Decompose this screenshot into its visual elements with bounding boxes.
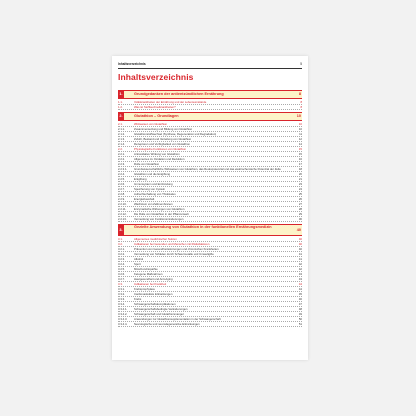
entry-page: 17 (298, 162, 302, 166)
entry-title: Hautgesundheit und Anti-Aging (134, 277, 173, 281)
entry-page: 41 (298, 252, 302, 256)
chapter-number: 2. (119, 114, 123, 118)
entry-page: 24 (298, 187, 302, 191)
entry-page: 47 (298, 302, 302, 306)
entry-page: 46 (298, 297, 302, 301)
chapter-number: 3. (118, 225, 124, 235)
document-page (112, 56, 308, 360)
entry-title: Allgemeines medizinischer Nutzen (134, 237, 177, 241)
entry-title: Vermeidung von Funktionsminderungen (134, 217, 184, 221)
page-number: 5 (300, 62, 302, 66)
entry-title: Grundwissenschaftliche Wirkweisen von Glutathion, das Redoxpotenzial und das elektrochemische Potenzial der Zelle (134, 167, 281, 171)
toc-entry[interactable] (118, 105, 302, 110)
entry-number: 3.2.7. (118, 277, 125, 281)
entry-page: 14 (298, 142, 302, 146)
toc-entry[interactable] (118, 217, 302, 222)
entry-page: 30 (298, 217, 302, 221)
entry-title: Glutathionstoffwechsel (Synthese, Regeneration und Degradation) (134, 132, 217, 136)
entry-page: 8 (300, 105, 302, 109)
entry-number: 2.2.9. (118, 197, 125, 201)
chapter-page: 8 (298, 92, 301, 96)
entry-page: 48 (298, 307, 302, 311)
entry-page: 40 (298, 247, 302, 251)
entry-title: Wachstum von Zellmembranen (134, 202, 173, 206)
entry-page: 43 (298, 272, 302, 276)
running-header (118, 62, 302, 69)
entry-page: 49 (298, 312, 302, 316)
toc-chapter[interactable] (118, 90, 302, 99)
toc-chapter[interactable] (118, 112, 302, 121)
chapter-page: 10 (296, 114, 301, 118)
entry-number: 2.1.2. (118, 132, 125, 136)
entry-number: 2.2.3.1. (118, 167, 128, 171)
entry-title: Aufrechterhaltung von Thiolstatus (134, 192, 176, 196)
toc-title: Inhaltsverzeichnis (118, 72, 194, 82)
entry-title: Schwangerschaftskomplikationen (134, 302, 176, 306)
toc-entry[interactable] (118, 322, 302, 327)
entry-page: 15 (298, 152, 302, 156)
entry-page: 41 (298, 257, 302, 261)
entry-title: Immunsystem und Entzündung (134, 182, 173, 186)
entry-title: Physiologische Funktionen von Glutathion (134, 147, 187, 151)
entry-title: Wirkweisen von Glutathion (134, 122, 168, 126)
entry-title: Cardiovaskuläre Erkrankungen (134, 292, 173, 296)
entry-number: 2.2.1. (118, 152, 125, 156)
entry-page: 16 (298, 157, 302, 161)
entry-title: Schwangerschaft und Glutathionmangel (134, 312, 184, 316)
entry-number: 2.2.6. (118, 182, 125, 186)
entry-number: 2.2. (118, 147, 123, 151)
chapter-title: Grundgedanken der antientzündlichen Ernährung (134, 92, 224, 96)
entry-title: Krebs (134, 297, 142, 301)
entry-title: Prävention von Gesundheitsstörungen und chronischen Krankheiten (134, 247, 219, 251)
entry-title: Energiehaushalt (134, 197, 155, 201)
entry-page: 15 (298, 147, 302, 151)
entry-number: 1.1. (118, 100, 123, 104)
entry-number: 3.3.4.1. (118, 307, 128, 311)
entry-number: 2.1.3. (118, 137, 125, 141)
entry-page: 18 (298, 167, 302, 171)
chapter-page: 40 (296, 228, 301, 232)
entry-number: 2.2.4. (118, 172, 125, 176)
entry-title: Mitochondriopathie (134, 267, 158, 271)
entry-title: Anwendungen zur Glutathionsupplementation in der Schwangerschaft (134, 317, 221, 321)
entry-page: 51 (298, 322, 302, 326)
entry-page: 44 (298, 287, 302, 291)
entry-number: 2.2.13. (118, 217, 127, 221)
entry-title: Volkskrankheiten der Ernährung und der Lebensumstände (134, 100, 207, 104)
entry-number: 3.3.4.4. (118, 322, 128, 326)
entry-title: Neurologische und neurodegenerative Erkrankungen (134, 322, 200, 326)
entry-title: Glutathion und die Entgiftung (134, 172, 171, 176)
chapter-title: Glutathion – Grundlagen (134, 114, 179, 118)
entry-number: 3.2. (118, 242, 123, 246)
entry-number: 2.2.8. (118, 192, 125, 196)
entry-number: 2.2.12. (118, 212, 127, 216)
entry-number: 3.3.4. (118, 302, 125, 306)
entry-title: Allgemeines zu Oxidation und Reduktion (134, 157, 185, 161)
entry-title: Alkohol (134, 257, 144, 261)
entry-page: 20 (298, 172, 302, 176)
entry-number: 3.1. (118, 237, 123, 241)
entry-title: Ketogene Maßnahmen (134, 272, 163, 276)
entry-number: 3.3.1. (118, 287, 125, 291)
entry-number: 2.2.10. (118, 202, 127, 206)
entry-number: 2.2.3. (118, 162, 125, 166)
chapter-title: Gezielte Anwendung von Glutathion in der funktionellen Ernährungsmedizin (134, 225, 272, 229)
entry-page: 40 (298, 242, 302, 246)
entry-title: Rezeptoren und Verfügbarkeit von Glutathion (134, 142, 190, 146)
entry-number: 2.1.1. (118, 127, 125, 131)
entry-title: Schwangerschaftsbedingte Veränderungen (134, 307, 188, 311)
entry-title: Sport (134, 262, 141, 266)
entry-number: 3.2.5. (118, 267, 125, 271)
entry-number: 2.1. (118, 122, 123, 126)
entry-page: 40 (298, 237, 302, 241)
running-header-section: Inhaltsverzeichnis (118, 62, 146, 66)
entry-page: 42 (298, 267, 302, 271)
entry-title: Die Rolle von Glutathion in der Pflanzenwelt (134, 212, 189, 216)
entry-title: Rolle von Glutathion (134, 162, 160, 166)
entry-title: Enzymatische Wirkungen von Glutathion (134, 207, 185, 211)
entry-number: 2.2.11. (118, 207, 127, 211)
table-of-contents (118, 88, 302, 327)
entry-number: 3.3. (118, 282, 123, 286)
entry-title: Indikationen bei Krankheit (134, 282, 167, 286)
entry-number: 3.2.2. (118, 252, 125, 256)
entry-page: 26 (298, 197, 302, 201)
entry-number: 1.2. (118, 105, 123, 109)
entry-page: 27 (298, 202, 302, 206)
entry-page: 8 (300, 100, 302, 104)
entry-number: 2.1.4. (118, 142, 125, 146)
entry-title: Speicherung von Cystein (134, 187, 166, 191)
entry-page: 50 (298, 317, 302, 321)
entry-page: 23 (298, 182, 302, 186)
entry-number: 3.3.2. (118, 292, 125, 296)
entry-number: 3.2.3. (118, 257, 125, 261)
entry-number: 3.2.1. (118, 247, 125, 251)
chapter-number: 1. (119, 92, 123, 96)
entry-title: Was ist Stoffwechselkrankheiten? (134, 105, 176, 109)
entry-page: 10 (298, 122, 302, 126)
entry-number: 3.2.6. (118, 272, 125, 276)
entry-number: 2.2.7. (118, 187, 125, 191)
entry-number: 3.2.4. (118, 262, 125, 266)
entry-number: 3.3.4.2. (118, 312, 128, 316)
entry-title: Zufuhr, Bestand und Verteilung von Glutathion (134, 137, 192, 141)
entry-number: 3.3.4.3. (118, 317, 128, 321)
entry-title: Entgiftung (134, 177, 147, 181)
entry-title: Krebsprophylaxe (134, 287, 155, 291)
entry-page: 45 (298, 292, 302, 296)
entry-page: 42 (298, 262, 302, 266)
entry-title: Zusammensetzung und Bildung von Glutathion (134, 127, 193, 131)
entry-page: 11 (299, 132, 302, 136)
entry-title: Antioxidative Wirkung von Glutathion (134, 152, 180, 156)
entry-number: 3.3.3. (118, 297, 125, 301)
entry-page: 21 (298, 177, 302, 181)
entry-number: 2.2.5. (118, 177, 125, 181)
entry-page: 10 (298, 127, 302, 131)
entry-page: 44 (298, 282, 302, 286)
entry-page: 29 (298, 212, 302, 216)
entry-page: 12 (298, 137, 302, 141)
entry-title: Indikationen bei Gesunden und Menschen mit Risikofaktoren (134, 242, 210, 246)
toc-chapter[interactable] (118, 224, 302, 236)
entry-page: 28 (298, 207, 302, 211)
entry-page: 25 (298, 192, 302, 196)
entry-number: 2.2.2. (118, 157, 125, 161)
entry-page: 43 (298, 277, 302, 281)
entry-title: Vermeidung von Schäden durch Schwermetalle und Umweltgifte (134, 252, 214, 256)
